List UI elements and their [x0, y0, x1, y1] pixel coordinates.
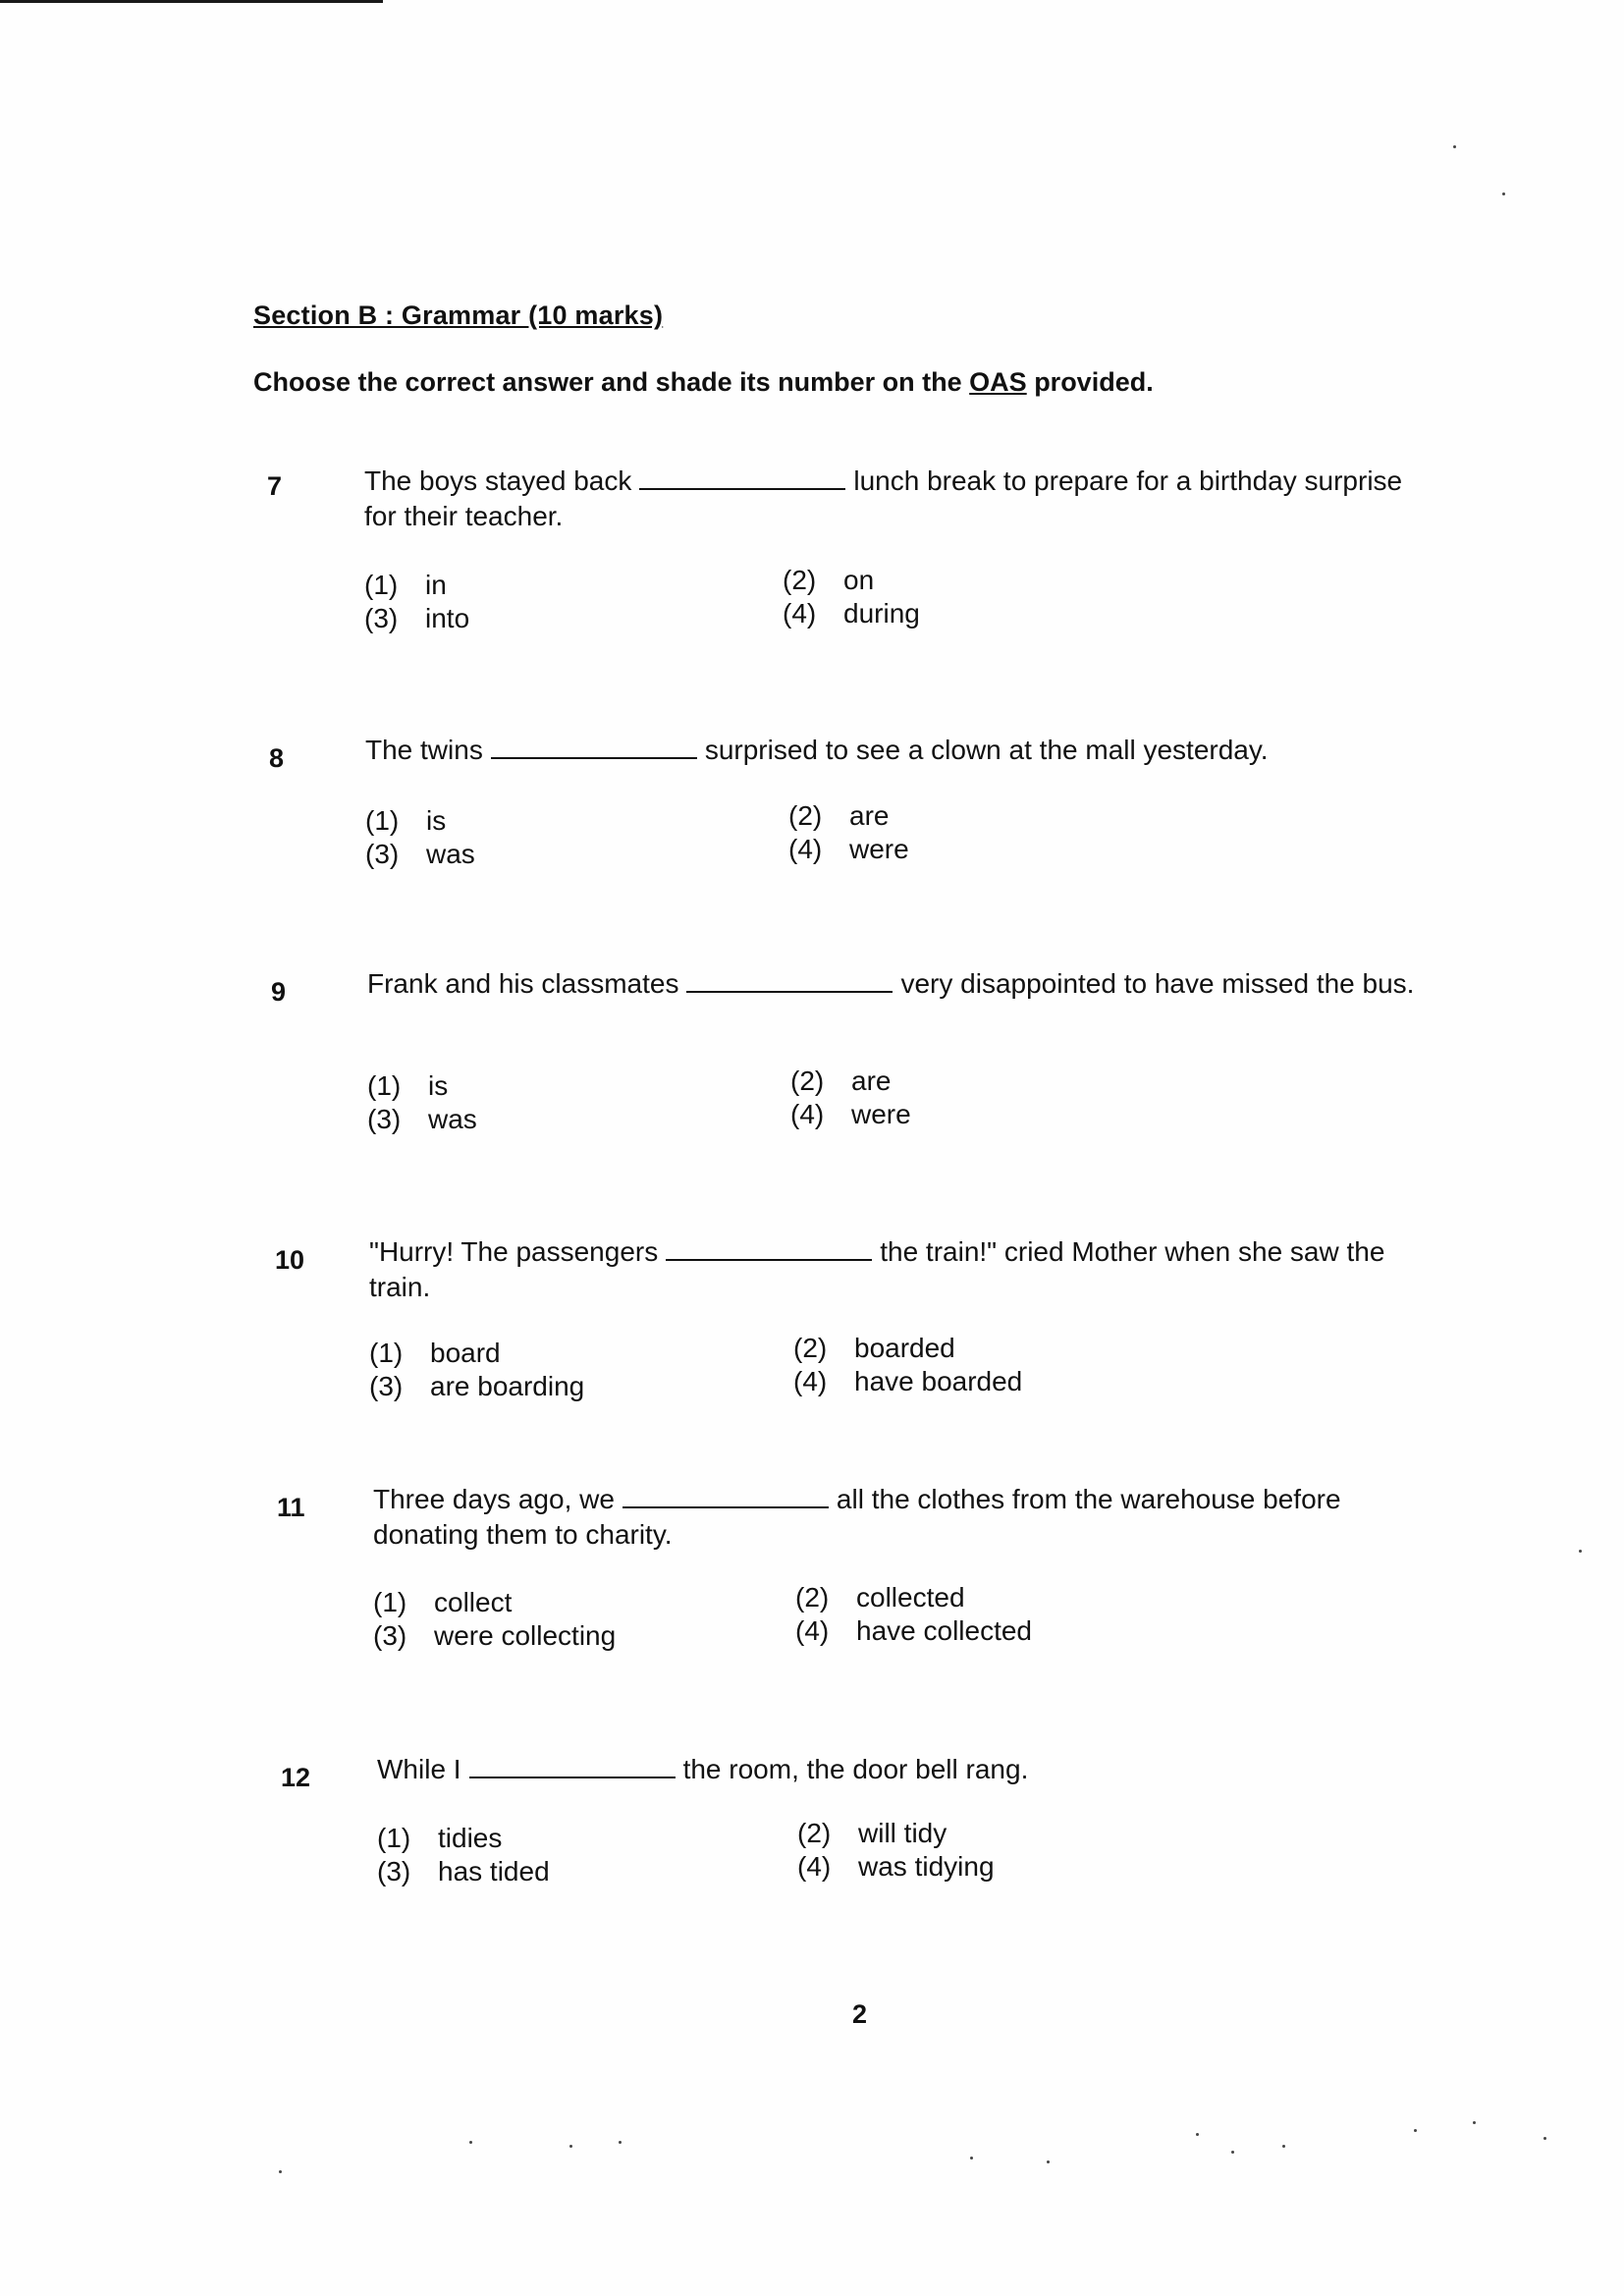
answer-blank — [686, 969, 893, 993]
option-text: has tided — [438, 1856, 550, 1886]
scan-speck — [1231, 2151, 1234, 2154]
option-text: have collected — [856, 1615, 1033, 1646]
option-number: (3) — [369, 1371, 404, 1401]
option-text: were collecting — [434, 1620, 617, 1651]
instruction — [253, 367, 1154, 398]
option-text: were — [851, 1099, 911, 1129]
option-number: (3) — [365, 839, 400, 869]
option-text: have boarded — [854, 1366, 1023, 1396]
page-number: 2 — [852, 1999, 868, 2029]
option-4[interactable] — [783, 598, 920, 629]
stem-after: the room, the door bell rang. — [682, 1754, 1029, 1784]
option-text: collect — [434, 1587, 513, 1617]
option-text: will tidy — [858, 1818, 947, 1848]
section-title: Section B : Grammar (10 marks) — [253, 301, 664, 330]
option-text: tidies — [438, 1823, 503, 1853]
question-stem — [373, 1482, 1434, 1553]
option-number: (2) — [793, 1333, 828, 1363]
option-3[interactable] — [373, 1620, 616, 1652]
option-1[interactable] — [373, 1587, 512, 1618]
question-number: 7 — [267, 471, 283, 501]
option-number: (2) — [788, 800, 823, 831]
answer-blank — [666, 1237, 872, 1261]
option-text: are — [849, 800, 890, 831]
option-text: was tidying — [858, 1851, 995, 1882]
option-1[interactable] — [369, 1338, 501, 1369]
option-number: (4) — [797, 1851, 832, 1882]
question-stem — [377, 1752, 1437, 1787]
scan-speck — [569, 2145, 572, 2148]
option-number: (4) — [783, 598, 817, 629]
option-number: (4) — [788, 834, 823, 864]
stem-before: While I — [377, 1754, 461, 1784]
answer-blank — [623, 1485, 829, 1508]
option-number: (1) — [367, 1070, 402, 1101]
option-4[interactable] — [788, 834, 909, 865]
option-1[interactable] — [367, 1070, 448, 1102]
option-text: during — [843, 598, 920, 629]
scan-speck — [970, 2157, 973, 2159]
option-text: was — [426, 839, 475, 869]
option-4[interactable] — [790, 1099, 911, 1130]
option-text: is — [428, 1070, 449, 1101]
option-2[interactable] — [788, 800, 889, 832]
option-number: (1) — [364, 570, 399, 600]
option-text: collected — [856, 1582, 965, 1613]
question-number: 11 — [277, 1493, 305, 1522]
question-stem — [365, 733, 1426, 768]
stem-before: The twins — [365, 735, 483, 765]
option-3[interactable] — [369, 1371, 584, 1402]
option-number: (2) — [783, 565, 817, 595]
option-1[interactable] — [365, 805, 446, 837]
option-text: is — [426, 805, 447, 836]
stem-after: all the clothes from the warehouse before donating them to charity. — [373, 1484, 1341, 1550]
option-1[interactable] — [364, 570, 447, 601]
question-number: 10 — [275, 1245, 305, 1275]
option-number: (3) — [373, 1620, 407, 1651]
scan-speck — [1047, 2160, 1050, 2163]
option-2[interactable] — [790, 1066, 891, 1097]
scan-edge-line — [0, 0, 383, 3]
option-text: are — [851, 1066, 892, 1096]
instruction-oas: OAS — [969, 367, 1027, 397]
option-number: (2) — [790, 1066, 825, 1096]
scan-speck — [1543, 2137, 1546, 2140]
option-number: (4) — [795, 1615, 830, 1646]
option-3[interactable] — [377, 1856, 550, 1887]
stem-after: very disappointed to have missed the bus. — [900, 968, 1415, 999]
scan-speck — [469, 2141, 472, 2144]
question-number: 8 — [269, 743, 285, 773]
stem-before: Three days ago, we — [373, 1484, 615, 1514]
option-4[interactable] — [797, 1851, 995, 1883]
question-stem — [367, 966, 1428, 1002]
option-text: in — [425, 570, 447, 600]
option-number: (2) — [797, 1818, 832, 1848]
scan-speck — [1502, 192, 1505, 195]
question-number: 12 — [281, 1763, 311, 1792]
answer-blank — [491, 736, 697, 759]
option-text: boarded — [854, 1333, 955, 1363]
option-3[interactable] — [365, 839, 475, 870]
question-number: 9 — [271, 977, 287, 1007]
option-number: (3) — [367, 1104, 402, 1134]
option-number: (1) — [377, 1823, 411, 1853]
option-2[interactable] — [795, 1582, 965, 1613]
option-text: board — [430, 1338, 501, 1368]
scan-speck — [1196, 2133, 1199, 2136]
answer-blank — [469, 1755, 676, 1778]
option-2[interactable] — [793, 1333, 955, 1364]
option-text: was — [428, 1104, 477, 1134]
scan-speck — [1473, 2121, 1476, 2124]
option-text: are boarding — [430, 1371, 585, 1401]
instruction-text: Choose the correct answer and shade its number on the — [253, 367, 970, 397]
option-2[interactable] — [783, 565, 874, 596]
question-stem — [369, 1234, 1430, 1305]
option-number: (4) — [793, 1366, 828, 1396]
scan-speck — [1282, 2145, 1285, 2148]
scan-speck — [619, 2141, 622, 2144]
scan-speck — [1579, 1550, 1582, 1553]
option-2[interactable] — [797, 1818, 947, 1849]
option-3[interactable] — [367, 1104, 477, 1135]
option-4[interactable] — [795, 1615, 1032, 1647]
option-3[interactable] — [364, 603, 469, 634]
option-number: (3) — [364, 603, 399, 633]
option-number: (1) — [373, 1587, 407, 1617]
option-number: (3) — [377, 1856, 411, 1886]
scan-speck — [279, 2170, 282, 2173]
stem-before: The boys stayed back — [364, 465, 632, 496]
option-number: (1) — [369, 1338, 404, 1368]
scan-speck — [1453, 145, 1456, 148]
stem-before: "Hurry! The passengers — [369, 1236, 659, 1267]
option-number: (4) — [790, 1099, 825, 1129]
option-text: on — [843, 565, 875, 595]
scan-speck — [1414, 2129, 1417, 2132]
instruction-text-end: provided. — [1026, 367, 1154, 397]
option-number: (1) — [365, 805, 400, 836]
answer-blank — [639, 466, 845, 490]
option-text: were — [849, 834, 909, 864]
option-number: (2) — [795, 1582, 830, 1613]
stem-before: Frank and his classmates — [367, 968, 679, 999]
option-1[interactable] — [377, 1823, 502, 1854]
stem-after: lunch break to prepare for a birthday surprise for their teacher. — [364, 465, 1403, 531]
stem-after: surprised to see a clown at the mall yesterday. — [704, 735, 1269, 765]
option-text: into — [425, 603, 470, 633]
option-4[interactable] — [793, 1366, 1022, 1397]
stem-after: the train!" cried Mother when she saw the train. — [369, 1236, 1385, 1302]
question-stem — [364, 464, 1425, 534]
